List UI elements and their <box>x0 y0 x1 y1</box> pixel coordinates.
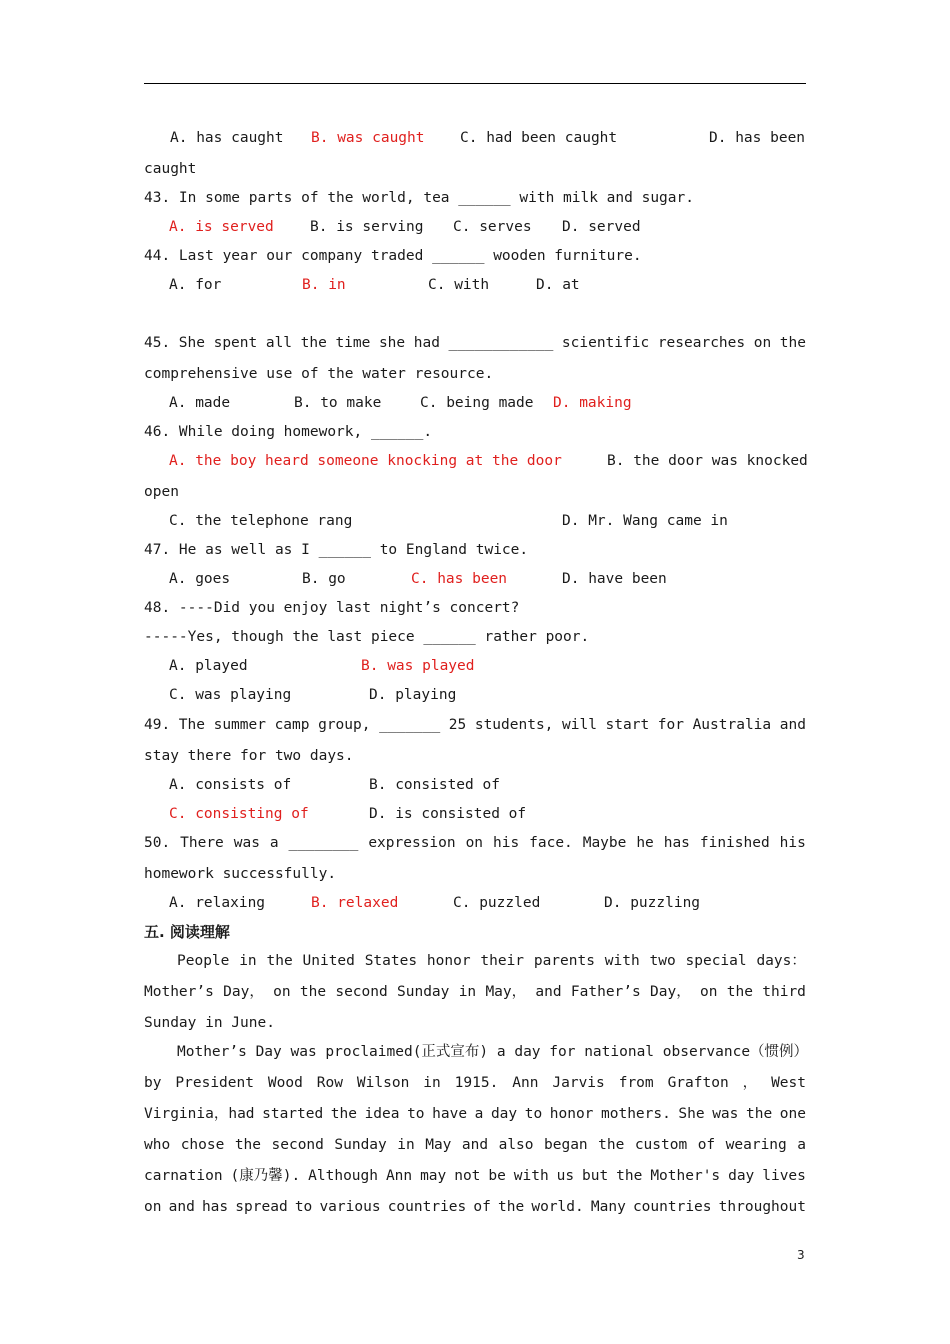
q44-option-d: D. at <box>536 277 580 293</box>
q50-option-c: C. puzzled <box>453 895 541 911</box>
q49-option-a: A. consists of <box>169 777 292 793</box>
q43-option-a: A. is served <box>169 219 274 235</box>
q42-option-a: A. has caught <box>170 130 284 146</box>
header-rule <box>144 83 806 84</box>
q46-stem: 46. While doing homework, ______. <box>144 424 433 440</box>
q50-stem-line1: 50. There was a ________ expression on his face. Maybe he has finished his <box>144 835 806 851</box>
q48-option-c: C. was playing <box>169 687 292 703</box>
passage-p2-line6: on and has spread to various countries of the world. Many countries throughout <box>144 1199 806 1215</box>
q45-stem-line2: comprehensive use of the water resource. <box>144 366 494 382</box>
q42-option-b: B. was caught <box>311 130 425 146</box>
q42-option-c: C. had been caught <box>460 130 618 146</box>
passage-p2-line5: carnation (康乃馨). Although Ann may not be with us but the Mother's day lives <box>144 1168 806 1184</box>
q45-option-a: A. made <box>169 395 231 411</box>
q47-option-d: D. have been <box>562 571 667 587</box>
q46-option-c: C. the telephone rang <box>169 513 353 529</box>
q43-stem: 43. In some parts of the world, tea ______ with milk and sugar. <box>144 190 694 206</box>
q44-option-a: A. for <box>169 277 222 293</box>
q46-option-d: D. Mr. Wang came in <box>562 513 728 529</box>
q45-stem-line1: 45. She spent all the time she had ____________ scientific researches on the <box>144 335 806 351</box>
q46-option-b-cont: open <box>144 484 179 500</box>
q47-option-a: A. goes <box>169 571 231 587</box>
passage-p2-line4: who chose the second Sunday in May and also began the custom of wearing a <box>144 1137 806 1153</box>
q50-option-a: A. relaxing <box>169 895 266 911</box>
q48-option-d: D. playing <box>369 687 457 703</box>
passage-p2-line2: by President Wood Row Wilson in 1915. Ann Jarvis from Grafton ， West <box>144 1075 806 1091</box>
q48-stem-line1: 48. ----Did you enjoy last night’s concert? <box>144 600 520 616</box>
q50-stem-line2: homework successfully. <box>144 866 337 882</box>
q46-option-a: A. the boy heard someone knocking at the door <box>169 453 562 469</box>
q44-option-b: B. in <box>302 277 346 293</box>
q49-option-d: D. is consisted of <box>369 806 527 822</box>
q50-option-d: D. puzzling <box>604 895 701 911</box>
q46-option-b: B. the door was knocked <box>607 453 808 469</box>
q48-stem-line2: -----Yes, though the last piece ______ rather poor. <box>144 629 590 645</box>
q42-option-d: D. has been <box>709 130 806 146</box>
passage-p1-line1: People in the United States honor their parents with two special days： <box>177 953 806 969</box>
passage-p1-line2: Mother’s Day， on the second Sunday in May， and Father’s Day， on the third <box>144 984 806 1000</box>
q48-option-b: B. was played <box>361 658 475 674</box>
passage-p2-line3: Virginia，had started the idea to have a day to honor mothers. She was the one <box>144 1106 806 1122</box>
page-number: 3 <box>797 1248 805 1262</box>
q45-option-d: D. making <box>553 395 632 411</box>
q45-option-b: B. to make <box>294 395 382 411</box>
q47-option-b: B. go <box>302 571 346 587</box>
passage-p2-line1: Mother’s Day was proclaimed(正式宣布) a day for national observance（惯例） <box>177 1044 809 1060</box>
q44-stem: 44. Last year our company traded ______ wooden furniture. <box>144 248 642 264</box>
q44-option-c: C. with <box>428 277 490 293</box>
section-title: 五. 阅读理解 <box>144 923 230 941</box>
q47-stem: 47. He as well as I ______ to England twice. <box>144 542 529 558</box>
passage-p1-line3: Sunday in June. <box>144 1015 275 1031</box>
q42-option-d-cont: caught <box>144 161 197 177</box>
q49-option-b: B. consisted of <box>369 777 500 793</box>
q43-option-d: D. served <box>562 219 641 235</box>
q49-stem-line2: stay there for two days. <box>144 748 354 764</box>
q49-option-c: C. consisting of <box>169 806 309 822</box>
q47-option-c: C. has been <box>411 571 508 587</box>
q49-stem-line1: 49. The summer camp group, _______ 25 students, will start for Australia and <box>144 717 806 733</box>
q50-option-b: B. relaxed <box>311 895 399 911</box>
q45-option-c: C. being made <box>420 395 534 411</box>
q48-option-a: A. played <box>169 658 248 674</box>
q43-option-b: B. is serving <box>310 219 424 235</box>
q43-option-c: C. serves <box>453 219 532 235</box>
